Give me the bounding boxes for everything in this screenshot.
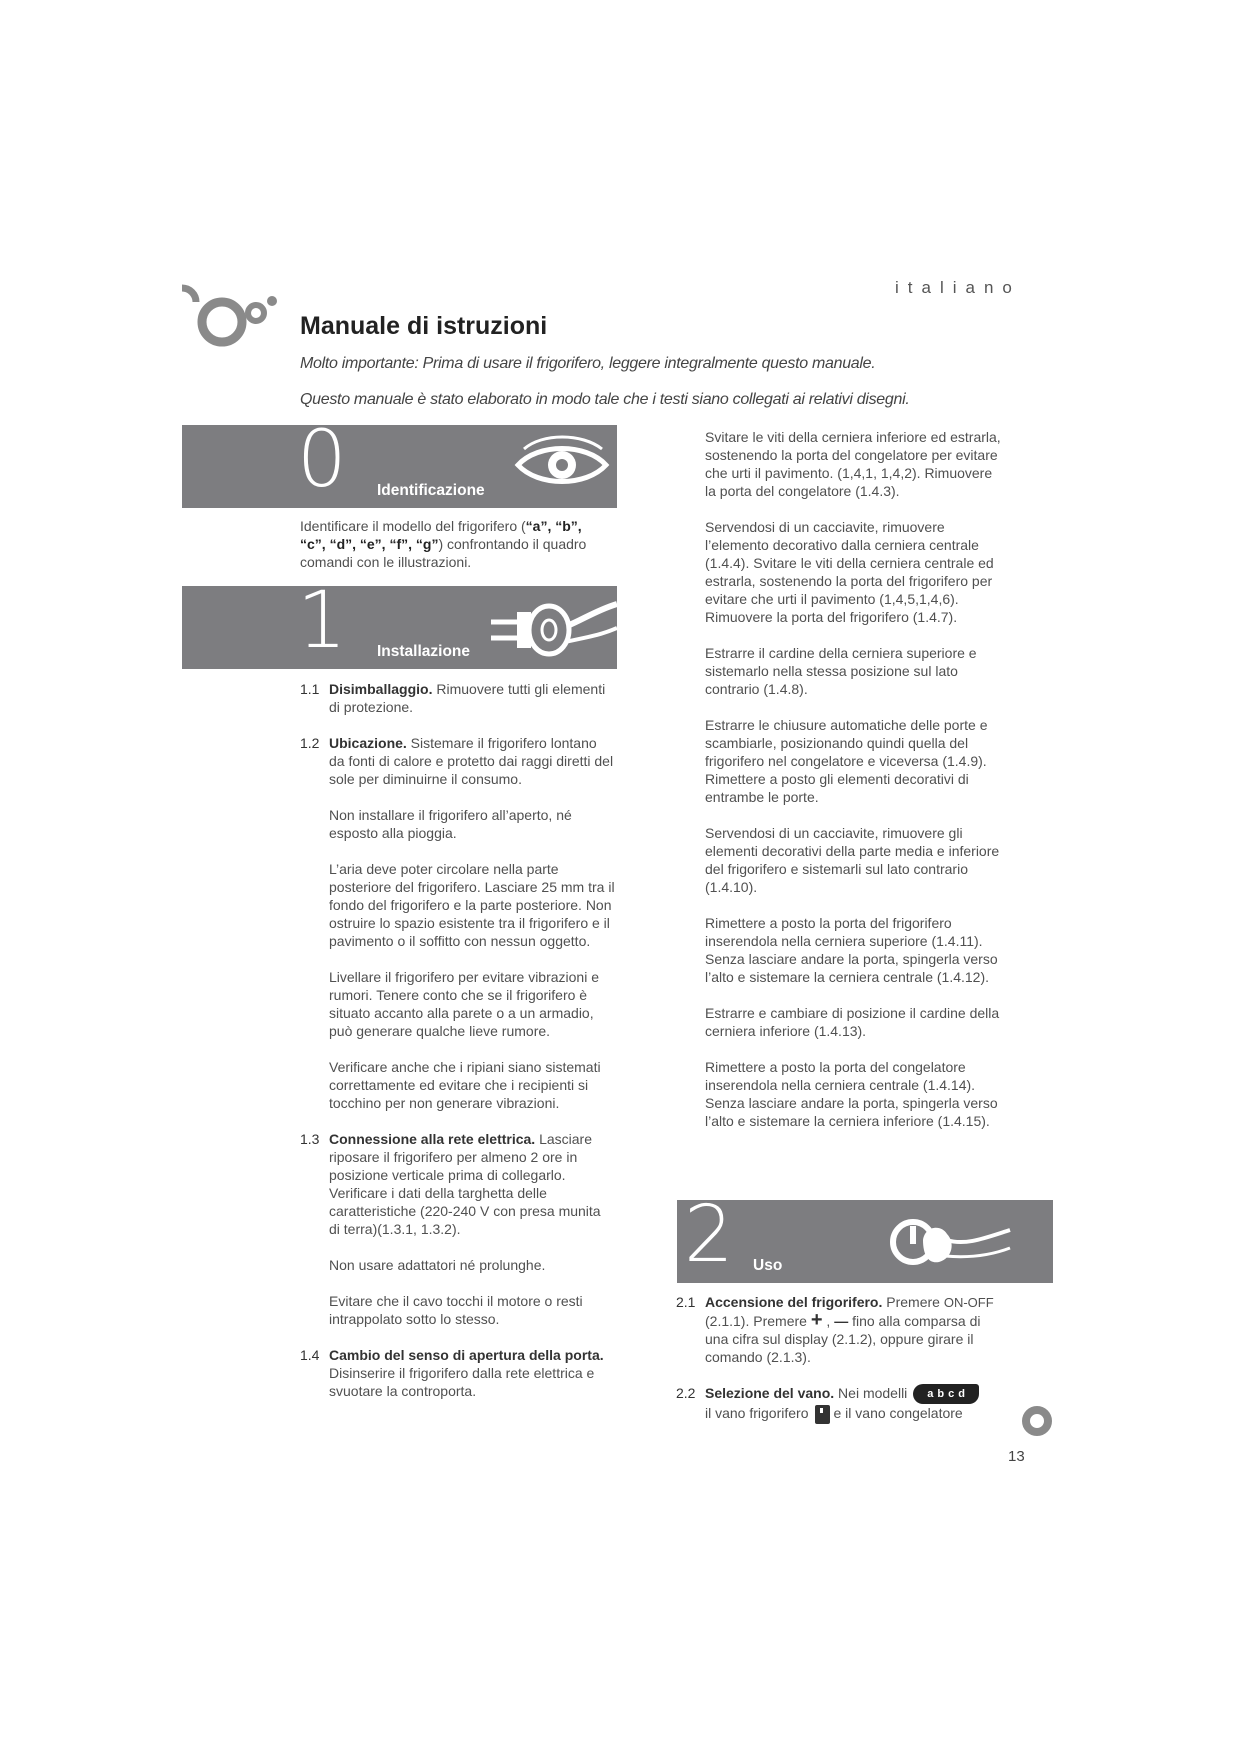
installation-text <box>300 680 615 1418</box>
intro-drawings: Questo manuale è stato elaborato in modo tale che i testi siano collegati ai relativi disegni. <box>300 391 910 408</box>
door-reversal-text <box>705 428 1001 1148</box>
door-step-refit-freezer: Rimettere a posto la porta del congelatore inserendola nella cerniera centrale (1.4.14). Senza lasciare andare la porta, spingerla verso l’alto e sistemare la cerniera inferiore (1.4.15). <box>705 1059 998 1129</box>
step-1-3-note-cable: Evitare che il cavo tocchi il motore o resti intrappolato sotto lo stesso. <box>329 1293 583 1327</box>
step-2-2: 2.2 Selezione del vano. Nei modelli abcd il vano frigorifero e il vano congelatore <box>676 1384 1006 1424</box>
section-1-number: 1 <box>297 576 347 666</box>
door-step-decorative: Servendosi di un cacciavite, rimuovere gli elementi decorativi della parte media e inferiore del frigorifero e sistemarli sul lato contrario (1.4.10). <box>705 825 1000 895</box>
section-0-title: Identificazione <box>377 482 485 499</box>
continue-marker-icon <box>1020 1404 1054 1438</box>
step-1-4: 1.4 Cambio del senso di apertura della porta. Disinserire il frigorifero dalla rete elettrica e svuotare la controporta. <box>300 1347 604 1399</box>
door-step-refit-fridge: Rimettere a posto la porta del frigorifero inserendola nella cerniera superiore (1.4.11). Senza lasciare andare la porta, spingerla verso l’alto e sistemare la cerniera centrale (1.4.12). <box>705 915 998 985</box>
language-label: italiano <box>895 278 1021 297</box>
step-1-2: 1.2 Ubicazione. Sistemare il frigorifero lontano da fonti di calore e protetto dai raggi diretti del sole per diminuirne il consumo. <box>300 735 614 787</box>
section-1-title: Installazione <box>377 643 471 660</box>
step-1-2-note-level: Livellare il frigorifero per evitare vibrazioni e rumori. Tenere conto che se il frigorifero è situato accanto alla parete o a un armadio, può generare qualche lieve rumore. <box>329 969 600 1039</box>
step-2-1: 2.1 Accensione del frigorifero. Premere ON-OFF (2.1.1). Premere + , — fino alla comparsa di una cifra sul display (2.1.2), oppure girare il comando (2.1.3). <box>676 1294 994 1365</box>
door-step-lower-hinge: Svitare le viti della cerniera inferiore ed estrarla, sostenendo la porta del congelatore per evitare che urti il pavimento. (1,4,1, 1,4,2). Rimuovere la porta del congelatore (1.4.3). <box>705 429 1001 499</box>
on-off-key: ON-OFF <box>943 1295 994 1310</box>
usage-text <box>676 1293 1006 1442</box>
door-step-central-hinge: Servendosi di un cacciavite, rimuovere l’elemento decorativo dalla cerniera centrale (1.4.4). Svitare le viti della cerniera centrale ed estrarla, sostenendo la porta del frigorifero per evitare che urti il pavimento (1,4,5,1,4,6). Rimuovere la porta del frigorifero (1.4.7). <box>705 519 994 625</box>
section-2-number: 2 <box>684 1190 734 1280</box>
intro-important: Molto importante: Prima di usare il frigorifero, leggere integralmente questo manuale. <box>300 355 876 372</box>
section-0-banner <box>182 415 617 508</box>
finger-press-icon <box>885 1212 1015 1274</box>
step-1-2-note-shelves: Verificare anche che i ripiani siano sistemati correttamente ed evitare che i recipienti si tocchino per non generare vibrazioni. <box>329 1059 601 1111</box>
section-2-title: Uso <box>753 1257 783 1274</box>
fridge-compartment-icon <box>815 1405 830 1424</box>
page-title: Manuale di istruzioni <box>300 312 548 340</box>
identification-text: Identificare il modello del frigorifero (“a”, “b”, “c”, “d”, “e”, “f”, “g”) confrontando il quadro comandi con le illustrazioni. <box>300 518 587 570</box>
step-1-2-note-air: L’aria deve poter circolare nella parte posteriore del frigorifero. Lasciare 25 mm tra il fondo del frigorifero e la parte posteriore. Non ostruire lo spazio esistente tra il frigorifero e il pavimento o il soffitto con nessun oggetto. <box>329 861 615 949</box>
step-1-2-note-outdoor: Non installare il frigorifero all’aperto, né esposto alla pioggia. <box>329 807 572 841</box>
door-step-closures: Estrarre le chiusure automatiche delle porte e scambiarle, posizionando quindi quella del frigorifero nel congelatore e viceversa (1.4.9). Rimettere a posto gli elementi decorativi di entrambe le porte. <box>705 717 988 805</box>
brand-logo <box>180 278 280 356</box>
door-step-lower-pin: Estrarre e cambiare di posizione il cardine della cerniera inferiore (1.4.13). <box>705 1005 1000 1039</box>
section-2-banner <box>677 1190 1053 1283</box>
section-0-number: 0 <box>297 415 347 505</box>
plus-key: + <box>810 1309 823 1331</box>
step-1-3-note-adapters: Non usare adattatori né prolunghe. <box>329 1257 546 1273</box>
eye-icon <box>512 435 612 497</box>
step-1-3: 1.3 Connessione alla rete elettrica. Lasciare riposare il frigorifero per almeno 2 ore in posizione verticale prima di collegarlo. Verificare i dati della targhetta delle caratteristiche (220-240 V con presa munita di terra)(1.3.1, 1.3.2). <box>300 1131 601 1237</box>
models-badge: abcd <box>913 1384 979 1404</box>
door-step-upper-pin: Estrarre il cardine della cerniera superiore e sistemarlo nella stessa posizione sul lato contrario (1.4.8). <box>705 645 977 697</box>
plug-icon <box>487 598 617 663</box>
section-1-banner <box>182 576 617 669</box>
step-1-1: 1.1 Disimballaggio. Rimuovere tutti gli elementi di protezione. <box>300 681 606 715</box>
page-number: 13 <box>1008 1448 1025 1465</box>
minus-key: — <box>834 1313 849 1329</box>
